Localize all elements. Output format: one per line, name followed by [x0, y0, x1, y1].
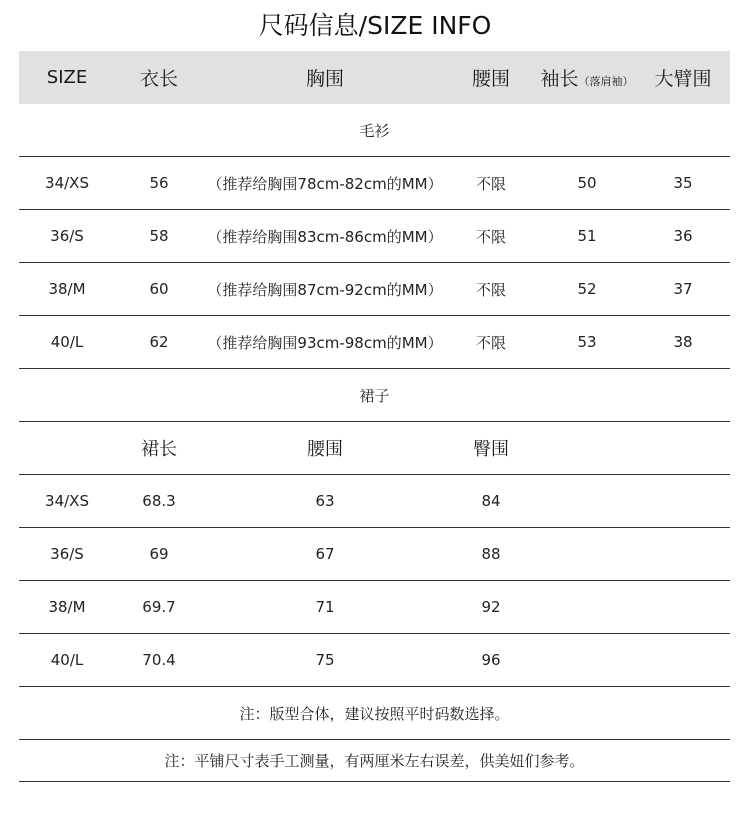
section-label-sweater: 毛衫	[19, 104, 730, 157]
cell-hip: 96	[481, 651, 501, 669]
header-skirt-length: 裙长	[141, 439, 177, 460]
cell-length: 56	[149, 174, 169, 192]
cell-length: 69.7	[142, 598, 176, 616]
table-row	[19, 210, 730, 263]
cell-length: 60	[149, 280, 169, 298]
header-skirt-hip: 臀围	[473, 439, 509, 460]
header-sleeve-label: 袖长	[540, 68, 579, 90]
table-row	[19, 157, 730, 210]
cell-hip: 84	[481, 492, 501, 510]
header-waist: 腰围	[471, 68, 511, 90]
table-row	[19, 263, 730, 316]
header-skirt-waist: 腰围	[307, 439, 343, 460]
cell-hip: 92	[481, 598, 501, 616]
cell-sleeve: 50	[577, 174, 597, 192]
size-table	[19, 51, 730, 782]
cell-arm: 36	[673, 227, 693, 245]
cell-chest: （推荐给胸围87cm-92cm的MM）	[207, 280, 443, 299]
cell-waist: 不限	[475, 227, 507, 246]
cell-length: 62	[149, 333, 169, 351]
cell-size: 34/XS	[45, 174, 89, 192]
cell-length: 68.3	[142, 492, 176, 510]
cell-size: 36/S	[50, 545, 84, 563]
cell-hip: 88	[481, 545, 501, 563]
cell-waist: 不限	[475, 280, 507, 299]
section-label-skirt: 裙子	[19, 369, 730, 422]
cell-size: 38/M	[48, 598, 86, 616]
cell-size: 40/L	[50, 651, 84, 669]
header-chest: 胸围	[305, 68, 345, 90]
cell-size: 40/L	[50, 333, 84, 351]
cell-arm: 38	[673, 333, 693, 351]
cell-waist: 不限	[475, 174, 507, 193]
cell-chest: （推荐给胸围78cm-82cm的MM）	[207, 174, 443, 193]
header-sleeve-note: （落肩袖）	[578, 75, 634, 88]
cell-chest: （推荐给胸围83cm-86cm的MM）	[207, 227, 443, 246]
page-title: 尺码信息/SIZE INFO	[258, 11, 492, 40]
table-row	[19, 316, 730, 369]
cell-size: 38/M	[48, 280, 86, 298]
table-row	[19, 528, 730, 581]
cell-chest: （推荐给胸围93cm-98cm的MM）	[207, 333, 443, 352]
cell-length: 69	[149, 545, 169, 563]
cell-waist: 63	[315, 492, 335, 510]
cell-size: 36/S	[50, 227, 84, 245]
cell-size: 34/XS	[45, 492, 89, 510]
cell-length: 58	[149, 227, 169, 245]
header-length: 衣长	[139, 68, 179, 90]
cell-sleeve: 51	[577, 227, 597, 245]
skirt-header-row	[19, 422, 730, 475]
note-fit: 注：版型合体，建议按照平时码数选择。	[19, 687, 730, 740]
table-row	[19, 475, 730, 528]
cell-waist: 不限	[475, 333, 507, 352]
cell-arm: 35	[673, 174, 693, 192]
cell-sleeve: 52	[577, 280, 597, 298]
table-row	[19, 634, 730, 687]
cell-arm: 37	[673, 280, 693, 298]
cell-waist: 75	[315, 651, 335, 669]
header-arm: 大臂围	[654, 68, 712, 90]
cell-sleeve: 53	[577, 333, 597, 351]
sweater-header-row	[19, 51, 730, 104]
header-sleeve	[540, 64, 633, 91]
header-size: SIZE	[46, 67, 88, 88]
cell-waist: 71	[315, 598, 335, 616]
note-measurement: 注：平铺尺寸表手工测量，有两厘米左右误差，供美妞们参考。	[19, 740, 730, 782]
cell-length: 70.4	[142, 651, 176, 669]
cell-waist: 67	[315, 545, 335, 563]
table-row	[19, 581, 730, 634]
